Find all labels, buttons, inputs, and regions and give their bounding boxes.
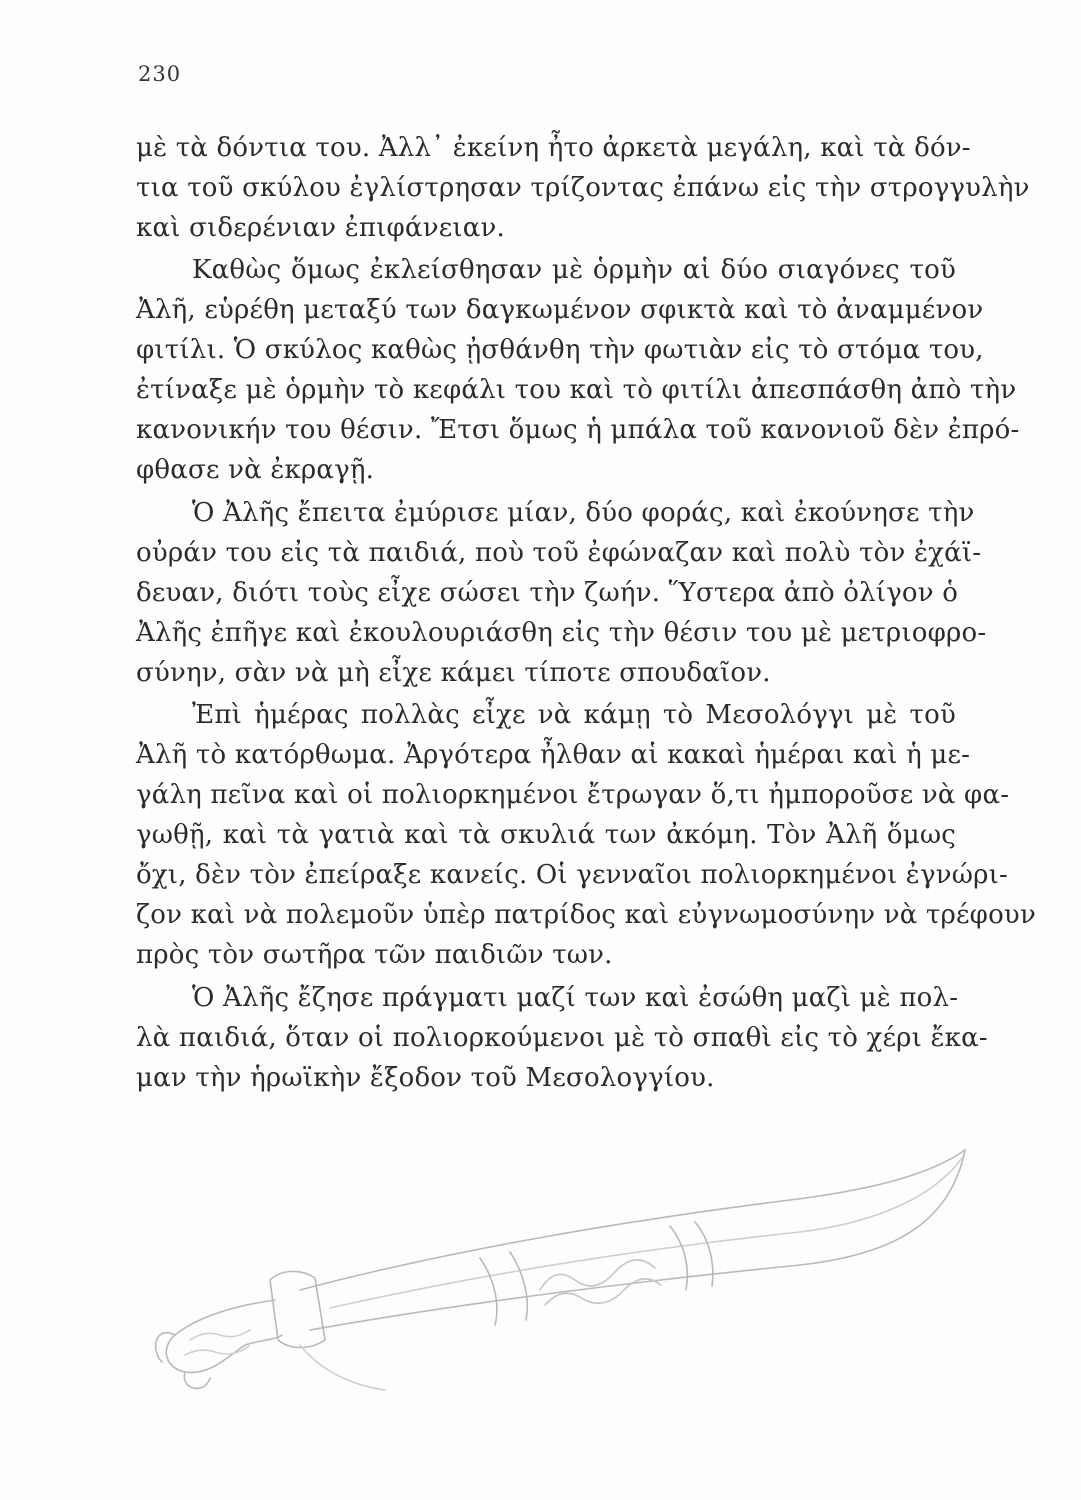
text-line: λὰ παιδιά, ὅταν οἱ πολιορκούμενοι μὲ τὸ σπαθὶ εἰς τὸ χέρι ἔκα- [136, 1023, 988, 1053]
yataghan-sword-illustration [150, 1140, 1020, 1410]
text-line: καὶ σιδερένιαν ἐπιφάνειαν. [136, 213, 506, 243]
text-line: δευαν, διότι τοὺς εἶχε σώσει τὴν ζωήν. Ὕστερα ἀπὸ ὀλίγον ὁ [136, 578, 959, 608]
text-line: Καθὼς ὅμως ἐκλείσθησαν μὲ ὁρμὴν αἱ δύο σιαγόνες τοῦ [192, 255, 956, 285]
text-line: πρὸς τὸν σωτῆρα τῶν παιδιῶν των. [136, 940, 613, 970]
text-line: γωθῇ, καὶ τὰ γατιὰ καὶ τὰ σκυλιά των ἀκόμη. Τὸν Ἀλῆ ὅμως [136, 820, 956, 850]
text-line: Ὁ Ἀλῆς ἔπειτα ἐμύρισε μίαν, δύο φοράς, καὶ ἐκούνησε τὴν [192, 498, 975, 528]
text-line: ὄχι, δὲν τὸν ἐπείραξε κανείς. Οἱ γενναῖοι πολιορκημένοι ἐγνώρι- [136, 860, 1008, 890]
page-number: 230 [138, 62, 182, 86]
text-line: γάλη πεῖνα καὶ οἱ πολιορκημένοι ἔτρωγαν ὅ,τι ἠμποροῦσε νὰ φα- [136, 780, 1010, 810]
text-line: τια τοῦ σκύλου ἐγλίστρησαν τρίζοντας ἐπάνω εἰς τὴν στρογγυλὴν [136, 173, 1030, 203]
text-line: ἐτίναξε μὲ ὁρμὴν τὸ κεφάλι του καὶ τὸ φιτίλι ἀπεσπάσθη ἀπὸ τὴν [136, 375, 1017, 405]
text-line: μὲ τὰ δόντια του. Ἀλλ᾽ ἐκείνη ἦτο ἀρκετὰ μεγάλη, καὶ τὰ δόν- [136, 133, 971, 163]
text-line: Ἀλῆς ἐπῆγε καὶ ἐκουλουριάσθη εἰς τὴν θέσιν του μὲ μετριοφρο- [136, 618, 987, 648]
text-line: Ἀλῆ τὸ κατόρθωμα. Ἀργότερα ἦλθαν αἱ κακαὶ ἡμέραι καὶ ἡ με- [136, 740, 971, 770]
text-line: ζον καὶ νὰ πολεμοῦν ὑπὲρ πατρίδος καὶ εὐγνωμοσύνην νὰ τρέφουν [136, 900, 1036, 930]
text-line: οὐράν του εἰς τὰ παιδιά, ποὺ τοῦ ἐφώναζαν καὶ πολὺ τὸν ἐχάϊ- [136, 538, 982, 568]
text-line: φθασε νὰ ἐκραγῇ. [136, 455, 375, 485]
text-line: Ὁ Ἀλῆς ἔζησε πράγματι μαζί των καὶ ἐσώθη μαζὶ μὲ πολ- [192, 983, 959, 1013]
text-line: σύνην, σὰν νὰ μὴ εἶχε κάμει τίποτε σπουδαῖον. [136, 658, 771, 688]
text-line: φιτίλι. Ὁ σκύλος καθὼς ᾐσθάνθη τὴν φωτιὰν εἰς τὸ στόμα του, [136, 335, 984, 365]
text-line: Ἀλῆ, εὑρέθη μεταξύ των δαγκωμένον σφικτὰ καὶ τὸ ἀναμμένον [136, 295, 984, 325]
text-line: Ἐπὶ ἡμέρας πολλὰς εἶχε νὰ κάμῃ τὸ Μεσολόγγι μὲ τοῦ [192, 700, 956, 730]
text-line: κανονικήν του θέσιν. Ἔτσι ὅμως ἡ μπάλα τοῦ κανονιοῦ δὲν ἐπρό- [136, 415, 1020, 445]
text-line: μαν τὴν ἡρωϊκὴν ἔξοδον τοῦ Μεσολογγίου. [136, 1063, 715, 1093]
